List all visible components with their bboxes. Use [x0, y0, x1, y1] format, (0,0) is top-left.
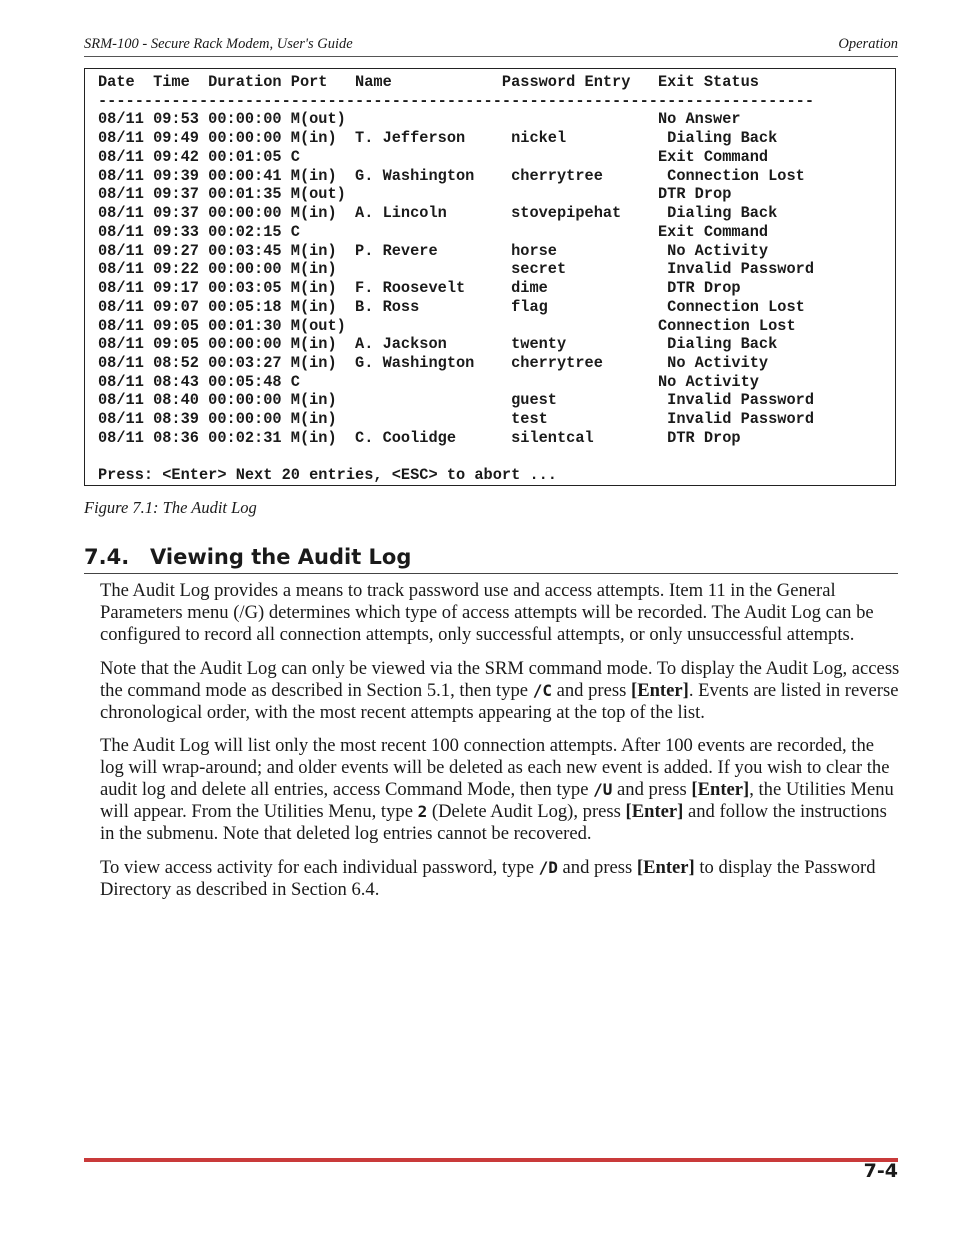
section-title: Viewing the Audit Log	[150, 545, 412, 569]
command-u: /U	[593, 780, 613, 799]
text-run: and press	[612, 779, 692, 800]
running-header	[84, 34, 898, 57]
section-heading	[84, 544, 898, 574]
audit-log-terminal	[84, 68, 896, 486]
terminal-line: 08/11 09:22 00:00:00 M(in) secret Invalid Password	[98, 260, 815, 279]
text-run: The Audit Log will list only the most recent 100 connection attempts. After 100 events are recorded, the log will wrap-around; and older events will be deleted as each new event is added. If you wish to clear the audit log and delete all entries, access Command Mode, then type	[100, 735, 890, 800]
terminal-line: 08/11 09:39 00:00:41 M(in) G. Washington cherrytree Connection Lost	[98, 166, 805, 185]
terminal-text	[98, 73, 814, 485]
enter-key: [Enter]	[631, 679, 689, 701]
text-run: to display the Password Directory as described in Section 6.4.	[100, 856, 876, 900]
text-run: Note that the Audit Log can only be viewed via the SRM command mode. To display the Audit Log, access the command mode as described in Section 5.1, then type	[100, 657, 900, 701]
terminal-divider: ------------------------------------------------------------------------------	[98, 91, 815, 110]
enter-key: [Enter]	[636, 856, 695, 878]
terminal-line: 08/11 09:49 00:00:00 M(in) T. Jefferson nickel Dialing Back	[98, 129, 778, 148]
terminal-line: 08/11 09:07 00:05:18 M(in) B. Ross flag Connection Lost	[98, 297, 805, 316]
text-run: and follow the instructions in the submenu. Note that deleted log entries cannot be recovered.	[100, 801, 887, 844]
terminal-line: 08/11 09:05 00:01:30 M(out) Connection Lost	[98, 316, 796, 335]
terminal-line: 08/11 09:37 00:00:00 M(in) A. Lincoln stovepipehat Dialing Back	[98, 204, 778, 223]
text-run: (Delete Audit Log), press	[427, 801, 626, 822]
paragraph-3	[100, 735, 900, 845]
command-c: /C	[532, 680, 552, 700]
command-2: 2	[417, 802, 428, 821]
paragraph-2	[100, 658, 900, 724]
terminal-line: 08/11 08:39 00:00:00 M(in) test Invalid Password	[98, 410, 815, 429]
section-body	[100, 580, 900, 912]
terminal-line: 08/11 08:36 00:02:31 M(in) C. Coolidge silentcal DTR Drop	[98, 428, 741, 447]
terminal-line: 08/11 09:53 00:00:00 M(out) No Answer	[98, 110, 741, 129]
paragraph-4	[100, 857, 900, 901]
terminal-line: 08/11 09:37 00:01:35 M(out) DTR Drop	[98, 185, 732, 204]
text-run: To view access activity for each individual password, type	[100, 856, 539, 878]
terminal-line: Press: <Enter> Next 20 entries, <ESC> to abort ...	[98, 466, 557, 485]
page-number: 7-4	[863, 1160, 898, 1182]
terminal-line: 08/11 08:43 00:05:48 C No Activity	[98, 372, 759, 391]
text-run: . Events are listed in reverse chronological order, with the most recent attempts appearing at the top of the list.	[100, 679, 899, 723]
enter-key: [Enter]	[625, 801, 684, 822]
terminal-line: 08/11 08:52 00:03:27 M(in) G. Washington cherrytree No Activity	[98, 354, 769, 373]
footer-rule	[84, 1158, 898, 1162]
terminal-line: 08/11 09:42 00:01:05 C Exit Command	[98, 147, 769, 166]
header-doc-title: SRM-100 - Secure Rack Modem, User's Guide	[84, 36, 353, 52]
figure-caption: Figure 7.1: The Audit Log	[84, 498, 257, 517]
terminal-line: 08/11 09:33 00:02:15 C Exit Command	[98, 222, 769, 241]
paragraph-1: The Audit Log provides a means to track password use and access attempts. Item 11 in the General Parameters menu (/G) determines which type of access attempts will be recorded. The Audit Log can be configured to record all connection attempts, only successful attempts, or only unsuccessful attempts.	[100, 580, 874, 645]
header-chapter: Operation	[838, 36, 898, 52]
text-run: and press	[557, 856, 637, 878]
text-run: and press	[551, 679, 631, 701]
terminal-line: 08/11 09:05 00:00:00 M(in) A. Jackson twenty Dialing Back	[98, 335, 778, 354]
terminal-line: 08/11 09:17 00:03:05 M(in) F. Roosevelt dime DTR Drop	[98, 279, 741, 298]
enter-key: [Enter]	[691, 779, 750, 800]
command-d: /D	[538, 857, 558, 877]
section-number: 7.4.	[84, 545, 130, 569]
terminal-line: 08/11 09:27 00:03:45 M(in) P. Revere horse No Activity	[98, 241, 769, 260]
terminal-line: 08/11 08:40 00:00:00 M(in) guest Invalid Password	[98, 391, 815, 410]
terminal-header-row: Date Time Duration Port Name Password Entry Exit Status	[98, 73, 759, 91]
text-run: , the Utilities Menu will appear. From the Utilities Menu, type	[100, 779, 894, 822]
